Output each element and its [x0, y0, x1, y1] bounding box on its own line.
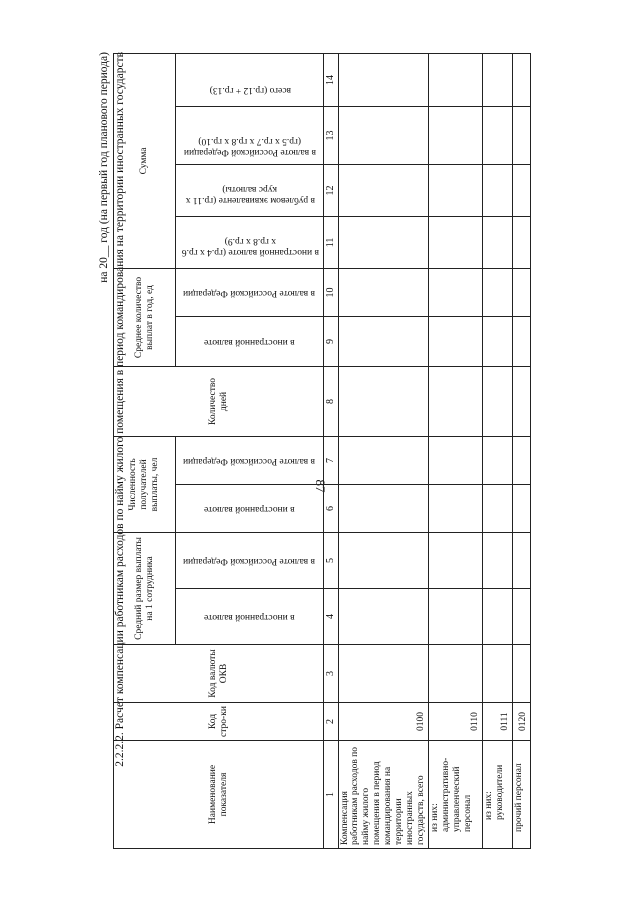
- col-num: 4: [324, 589, 339, 645]
- col-num: 12: [324, 164, 339, 216]
- row-label: Компенсация работникам расходов по найму жилого помещения в период командирования на территории иностранных государств, всего: [338, 741, 428, 849]
- col-num: 7: [324, 436, 339, 484]
- sub-foreign-currency-9: в иностранной валюте: [176, 316, 324, 366]
- header-days: Количество дней: [114, 366, 324, 436]
- sub-foreign-currency-4: в иностранной валюте: [176, 589, 324, 645]
- row-code: 0111: [482, 703, 512, 741]
- header-avg-count: Среднее количество выплат в год, ед: [114, 268, 176, 366]
- sub-rf-currency-7: в валюте Российской Федерации: [176, 436, 324, 484]
- row-label: прочий персонал: [512, 741, 530, 849]
- page-number: 87: [313, 479, 328, 493]
- row-code: 0100: [338, 703, 428, 741]
- header-recipients: Численность получателей выплаты, чел: [114, 436, 176, 532]
- col-num: 1: [324, 741, 339, 849]
- col-num: 8: [324, 366, 339, 436]
- row-label: из них: руководители: [482, 741, 512, 849]
- sub-foreign-currency-formula: в иностранной валюте (гр.4 х гр.6 х гр.8 х гр.9): [176, 216, 324, 268]
- col-num: 5: [324, 533, 339, 589]
- row-label: из них: административно-управленческий персонал: [428, 741, 482, 849]
- header-sum: Сумма: [114, 53, 176, 268]
- col-num: 13: [324, 106, 339, 164]
- header-currency-code: Код валюты ОКВ: [114, 645, 324, 703]
- row-code: 0120: [512, 703, 530, 741]
- col-num: 6: [324, 485, 339, 533]
- sub-rub-equivalent: в рублевом эквиваленте (гр.11 х курс валюты): [176, 164, 324, 216]
- sub-rf-currency-10: в валюте Российской Федерации: [176, 268, 324, 316]
- sub-total: всего (гр.12 + гр.13): [176, 53, 324, 106]
- col-num: 2: [324, 703, 339, 741]
- table-row: [338, 53, 428, 848]
- col-num: 10: [324, 268, 339, 316]
- sub-rf-currency-formula: в валюте Российской Федерации (гр.5 х гр.7 х гр.8 х гр.10): [176, 106, 324, 164]
- caption-title: 2.2.2.2. Расчет компенсации работникам расходов по найму жилого помещения в период командирования на территории иностранных государств: [114, 52, 126, 767]
- header-avg-size: Средний размер выплаты на 1 сотрудника: [114, 533, 176, 645]
- header-line-code: Код стро-ки: [114, 703, 324, 741]
- header-name: Наименование показателя: [114, 741, 324, 849]
- sub-foreign-currency-6: в иностранной валюте: [176, 485, 324, 533]
- column-numbers-row: [324, 53, 339, 848]
- col-num: 9: [324, 316, 339, 366]
- row-code: 0110: [428, 703, 482, 741]
- caption-period: на 20__ год (на первый год планового периода): [98, 52, 110, 283]
- col-num: 11: [324, 216, 339, 268]
- sub-rf-currency-5: в валюте Российской Федерации: [176, 533, 324, 589]
- table-row: [428, 53, 482, 848]
- table-row: [482, 53, 512, 848]
- col-num: 3: [324, 645, 339, 703]
- compensation-table: [113, 54, 526, 849]
- table-row: [512, 53, 530, 848]
- col-num: 14: [324, 53, 339, 106]
